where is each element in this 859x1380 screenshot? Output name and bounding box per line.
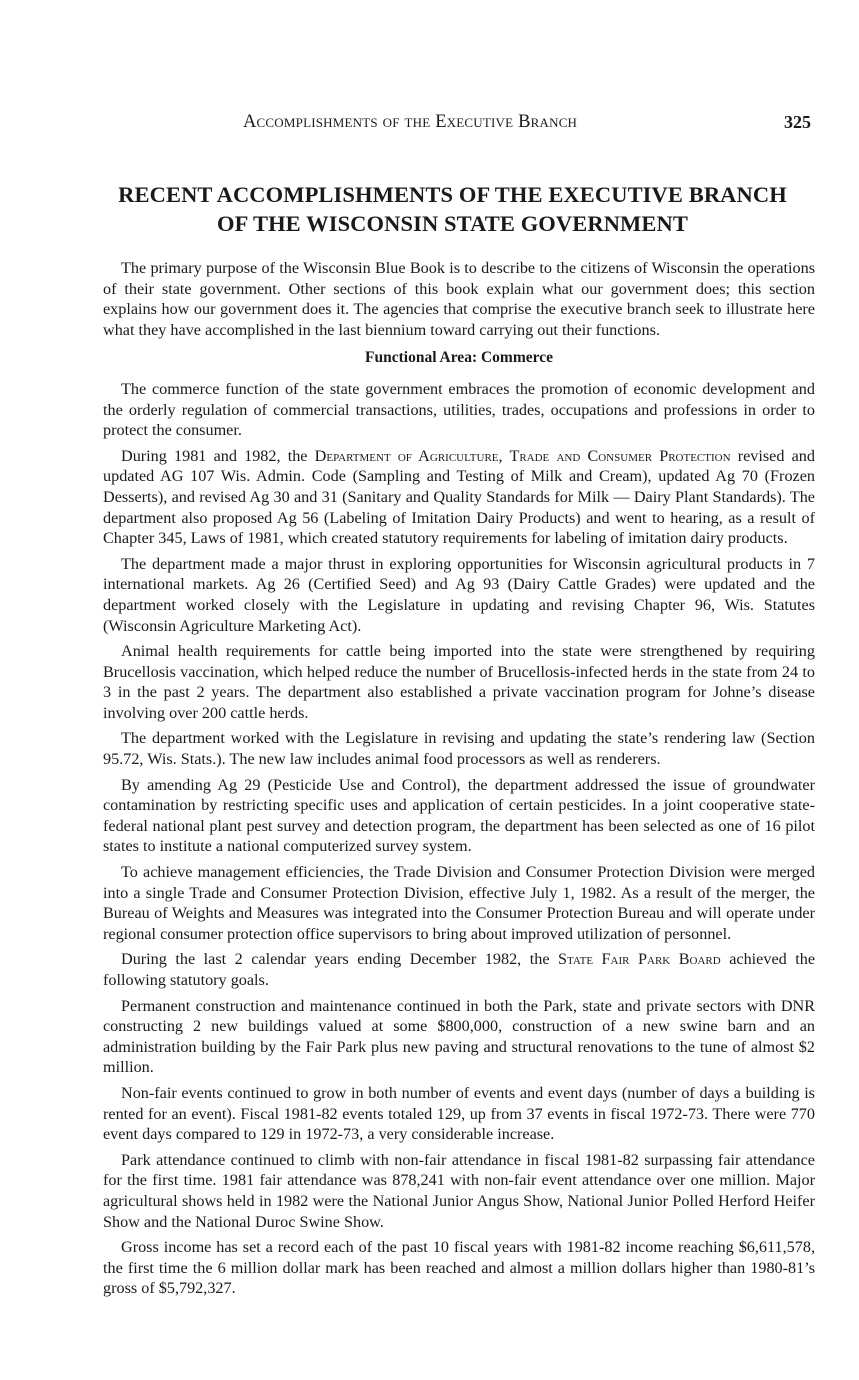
paragraph-construction: Permanent construction and maintenance continued in both the Park, state and private sectors with DNR constructing 2 new buildings valued at some $800,000, construction of a new swine barn and an administration building by the Fair Park plus new paving and structural renovations to the tune of almost $2 million. bbox=[103, 996, 815, 1077]
page-title bbox=[100, 180, 805, 238]
agency-name-state-fair-park-board: State Fair Park Board bbox=[558, 950, 721, 969]
running-header bbox=[0, 112, 859, 136]
paragraph-commerce-function: The commerce function of the state government embraces the promotion of economic development and the orderly regulation of commercial transactions, utilities, trades, occupations and professions in order to protect the consumer. bbox=[103, 379, 815, 440]
paragraph-rendering-law: The department worked with the Legislature in revising and updating the state’s rendering law (Section 95.72, Wis. Stats.). The new law includes animal food processors as well as renderers. bbox=[103, 729, 815, 769]
paragraph-gross-income: Gross income has set a record each of the past 10 fiscal years with 1981-82 income reaching $6,611,578, the first time the 6 million dollar mark has been reached and almost a million dollars higher than 1980-81’s gross of $5,792,327. bbox=[103, 1238, 815, 1298]
paragraph-lead: During 1981 and 1982, the bbox=[121, 446, 308, 465]
running-title: Accomplishments of the Executive Branch bbox=[243, 112, 578, 132]
paragraph-rest: achieved the following statutory goals. bbox=[103, 950, 816, 989]
intro-paragraph: The primary purpose of the Wisconsin Blue Book is to describe to the citizens of Wisconsin the operations of their state government. Other sections of this book explain what our government does; this section explains how our government does it. The agencies that comprise the executive branch seek to illustrate here what they have accomplished in the last biennium toward carrying out their functions. bbox=[103, 259, 815, 339]
paragraph-state-fair-park bbox=[103, 949, 815, 990]
paragraph-non-fair-events: Non-fair events continued to grow in both number of events and event days (number of days a building is rented for an event). Fiscal 1981-82 events totaled 129, up from 37 events in fiscal 1972-73. There were 770 event days compared to 129 in 1972-73, a very considerable increase. bbox=[103, 1083, 815, 1144]
agency-name-datcp: Department of Agriculture, Trade and Consumer Protection bbox=[314, 446, 731, 465]
paragraph-lead: During the last 2 calendar years ending December 1982, the bbox=[121, 950, 550, 969]
paragraph-pesticide: By amending Ag 29 (Pesticide Use and Control), the department addressed the issue of groundwater contamination by restricting specific uses and application of certain pesticides. In a joint cooperative state-federal national plant pest survey and detection program, the department has been selected as one of 16 pilot states to institute a national computerized survey system. bbox=[103, 775, 815, 856]
page-number: 325 bbox=[784, 112, 811, 132]
paragraph-international-markets: The department made a major thrust in exploring opportunities for Wisconsin agricultural products in 7 international markets. Ag 26 (Certified Seed) and Ag 93 (Dairy Cattle Grades) were updated and the department worked closely with the Legislature in updating and revising Chapter 96, Wis. Statutes (Wisconsin Agriculture Marketing Act). bbox=[103, 554, 815, 635]
page-title-line-1: RECENT ACCOMPLISHMENTS OF THE EXECUTIVE BRANCH bbox=[118, 182, 787, 207]
paragraph-rest: revised and updated AG 107 Wis. Admin. Code (Sampling and Testing of Milk and Cream), updated Ag 70 (Frozen Desserts), and revised Ag 30 and 31 (Sanitary and Quality Standards for Milk — Dairy Plant Standards). The department also proposed Ag 56 (Labeling of Imitation Dairy Products) and went to hearing, as a result of Chapter 345, Laws of 1981, which created statutory requirements for labeling of imitation dairy products. bbox=[103, 446, 815, 548]
paragraph-management-efficiencies: To achieve management efficiencies, the Trade Division and Consumer Protection Division were merged into a single Trade and Consumer Protection Division, effective July 1, 1982. As a result of the merger, the Bureau of Weights and Measures was integrated into the Consumer Protection Bureau and will operate under regional consumer protection office supervisors to bring about improved utilization of personnel. bbox=[103, 863, 815, 943]
section-heading: Functional Area: Commerce bbox=[365, 349, 553, 367]
body-text bbox=[103, 258, 815, 1304]
page-title-line-2: OF THE WISCONSIN STATE GOVERNMENT bbox=[217, 211, 688, 236]
paragraph-park-attendance: Park attendance continued to climb with non-fair attendance in fiscal 1981-82 surpassing fair attendance for the first time. 1981 fair attendance was 878,241 with non-fair event attendance over one million. Major agricultural shows held in 1982 were the National Junior Angus Show, National Junior Polled Herford Heifer Show and the National Duroc Swine Show. bbox=[103, 1150, 815, 1231]
paragraph-agriculture-department bbox=[103, 446, 815, 549]
paragraph-animal-health: Animal health requirements for cattle being imported into the state were strengthened by requiring Brucellosis vaccination, which helped reduce the number of Brucellosis-infected herds in the state from 24 to 3 in the past 2 years. The department also established a private vaccination program for Johne’s disease involving over 200 cattle herds. bbox=[103, 642, 815, 722]
